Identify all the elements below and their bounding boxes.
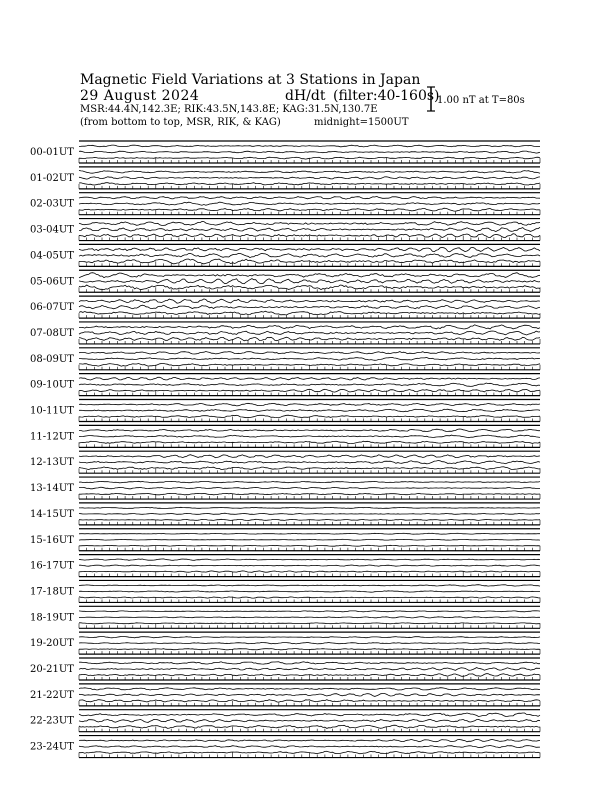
hour-row-03-04UT — [30, 219, 540, 241]
row-label: 23-24UT — [30, 741, 74, 753]
row-label: 05-06UT — [30, 276, 74, 288]
hour-row-13-14UT — [30, 477, 540, 499]
row-label: 22-23UT — [30, 715, 74, 727]
trace-RIK — [79, 435, 540, 438]
trace-KAG — [79, 637, 540, 638]
minute-ticks — [79, 261, 540, 266]
hour-row-02-03UT — [30, 193, 540, 215]
hour-row-01-02UT — [30, 167, 540, 189]
hour-rows — [30, 141, 540, 758]
trace-KAG — [79, 403, 540, 406]
hour-row-20-21UT — [30, 658, 540, 680]
trace-RIK — [79, 565, 540, 566]
trace-RIK — [79, 305, 540, 309]
row-label: 04-05UT — [30, 250, 74, 262]
trace-KAG — [79, 481, 540, 483]
trace-KAG — [79, 325, 540, 329]
row-label: 21-22UT — [30, 689, 74, 701]
hour-row-14-15UT — [30, 503, 540, 525]
row-label: 17-18UT — [30, 586, 74, 598]
quantity-label: dH/dt — [285, 88, 326, 104]
minute-ticks — [79, 597, 540, 602]
minute-ticks — [79, 572, 540, 577]
trace-RIK — [79, 513, 540, 514]
trace-KAG — [79, 662, 540, 664]
trace-MSR — [79, 545, 540, 546]
trace-KAG — [79, 377, 540, 380]
filter-label: (filter:40-160s) — [333, 88, 440, 104]
row-label: 16-17UT — [30, 560, 74, 572]
trace-KAG — [79, 559, 540, 560]
row-label: 07-08UT — [30, 327, 74, 339]
trace-KAG — [79, 739, 540, 741]
trace-KAG — [79, 713, 540, 717]
row-label: 00-01UT — [30, 147, 74, 158]
trace-RIK — [79, 694, 540, 697]
row-label: 01-02UT — [30, 172, 74, 184]
trace-KAG — [79, 429, 540, 432]
trace-RIK — [79, 151, 540, 153]
trace-RIK — [79, 409, 540, 412]
trace-RIK — [79, 177, 540, 179]
hour-row-05-06UT — [30, 270, 540, 292]
trace-MSR — [79, 415, 540, 418]
trace-RIK — [79, 617, 540, 618]
hour-row-15-16UT — [30, 529, 540, 551]
hour-row-19-20UT — [30, 632, 540, 654]
trace-KAG — [79, 145, 540, 147]
trace-RIK — [79, 331, 540, 335]
row-label: 15-16UT — [30, 534, 74, 546]
trace-KAG — [79, 273, 540, 278]
station-coordinates: MSR:44.4N,142.3E; RIK:43.5N,143.8E; KAG:31.5N,130.7E — [80, 104, 378, 115]
hour-row-09-10UT — [30, 374, 540, 396]
minute-ticks — [79, 158, 540, 163]
minute-ticks — [79, 494, 540, 499]
hour-row-17-18UT — [30, 580, 540, 602]
hour-row-16-17UT — [30, 555, 540, 577]
trace-KAG — [79, 611, 540, 612]
trace-RIK — [79, 227, 540, 231]
trace-KAG — [79, 170, 540, 173]
hour-row-12-13UT — [30, 451, 540, 473]
trace-order-note: (from bottom to top, MSR, RIK, & KAG) — [80, 117, 281, 128]
chart-title: Magnetic Field Variations at 3 Stations in Japan — [80, 72, 421, 88]
trace-RIK — [79, 591, 540, 592]
minute-ticks — [79, 727, 540, 732]
trace-RIK — [79, 539, 540, 540]
scale-bar-label: 1.00 nT at T=80s — [437, 95, 525, 106]
trace-MSR — [79, 623, 540, 624]
hour-row-22-23UT — [30, 710, 540, 732]
trace-KAG — [79, 299, 540, 303]
minute-ticks — [79, 520, 540, 525]
trace-KAG — [79, 196, 540, 199]
trace-RIK — [79, 668, 540, 671]
trace-KAG — [79, 507, 540, 508]
hour-row-21-22UT — [30, 684, 540, 706]
row-label: 14-15UT — [30, 508, 74, 520]
trace-RIK — [79, 202, 540, 205]
trace-MSR — [79, 649, 540, 650]
chart-date: 29 August 2024 — [80, 88, 200, 104]
hour-row-18-19UT — [30, 606, 540, 628]
trace-KAG — [79, 585, 540, 586]
trace-RIK — [79, 461, 540, 464]
trace-KAG — [79, 352, 540, 355]
trace-RIK — [79, 746, 540, 748]
row-label: 08-09UT — [30, 353, 74, 365]
midnight-note: midnight=1500UT — [314, 117, 409, 128]
trace-RIK — [79, 642, 540, 644]
hour-row-07-08UT — [30, 322, 540, 344]
minute-ticks — [79, 468, 540, 473]
hour-row-10-11UT — [30, 400, 540, 422]
trace-RIK — [79, 719, 540, 722]
trace-RIK — [79, 253, 540, 257]
row-label: 13-14UT — [30, 483, 74, 495]
hour-row-06-07UT — [30, 296, 540, 318]
row-label: 10-11UT — [30, 405, 74, 417]
row-label: 19-20UT — [30, 638, 74, 650]
trace-KAG — [79, 247, 540, 251]
minute-ticks — [79, 623, 540, 628]
minute-ticks — [79, 442, 540, 447]
hour-row-11-12UT — [30, 425, 540, 447]
trace-RIK — [79, 357, 540, 360]
trace-RIK — [79, 279, 540, 284]
row-label: 09-10UT — [30, 379, 74, 391]
trace-KAG — [79, 455, 540, 458]
row-label: 03-04UT — [30, 224, 74, 236]
trace-KAG — [79, 533, 540, 534]
row-label: 18-19UT — [30, 612, 74, 624]
trace-RIK — [79, 383, 540, 386]
row-label: 11-12UT — [30, 431, 74, 443]
hour-row-08-09UT — [30, 348, 540, 370]
hour-row-23-24UT — [30, 736, 540, 758]
trace-KAG — [79, 222, 540, 226]
minute-ticks — [79, 753, 540, 758]
row-label: 06-07UT — [30, 302, 74, 314]
hour-row-00-01UT — [30, 141, 540, 163]
row-label: 12-13UT — [30, 457, 74, 469]
trace-RIK — [79, 487, 540, 489]
row-label: 02-03UT — [30, 198, 74, 210]
minute-ticks — [79, 210, 540, 215]
minute-ticks — [79, 675, 540, 680]
row-label: 20-21UT — [30, 664, 74, 675]
minute-ticks — [79, 391, 540, 396]
trace-KAG — [79, 688, 540, 690]
hour-row-04-05UT — [30, 244, 540, 266]
